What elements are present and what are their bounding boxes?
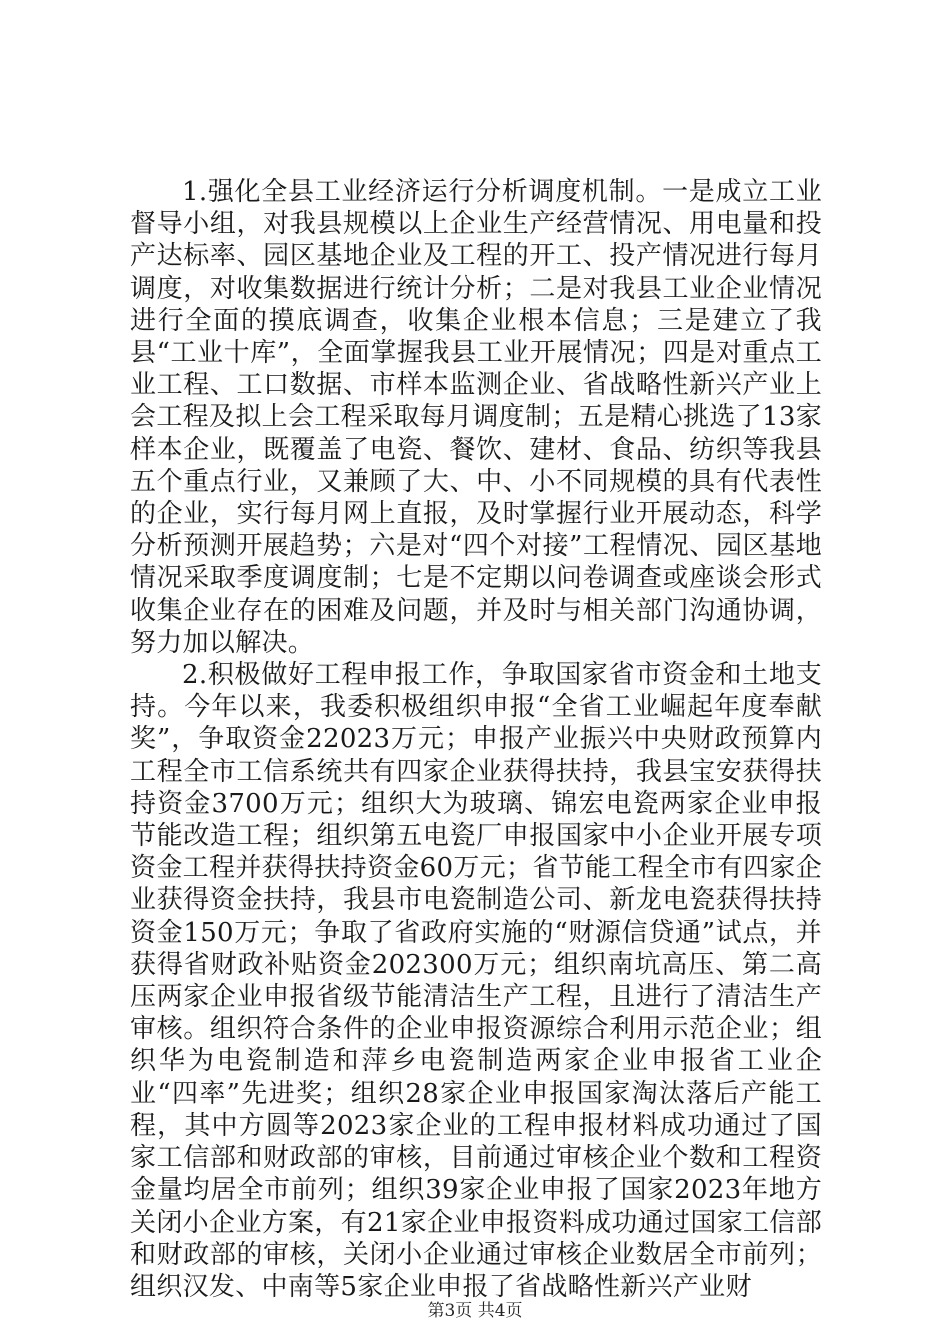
page-footer: 第3页 共4页 [427, 1301, 523, 1321]
paragraph-1: 1.强化全县工业经济运行分析调度机制。一是成立工业督导小组，对我县规模以上企业生产经营情况、用电量和投产达标率、园区基地企业及工程的开工、投产情况进行每月调度，对收集数据进行统计分析；二是对我县工业企业情况进行全面的摸底调查，收集企业根本信息；三是建立了我县“工业十库”，全面掌握我县工业开展情况；四是对重点工业工程、工口数据、市样本监测企业、省战略性新兴产业上会工程及拟上会工程采取每月调度制；五是精心挑选了13家样本企业，既覆盖了电瓷、餐饮、建材、食品、纺织等我县五个重点行业，又兼顾了大、中、小不同规模的具有代表性的企业，实行每月网上直报，及时掌握行业开展动态，科学分析预测开展趋势；六是对“四个对接”工程情况、园区基地情况采取季度调度制；七是不定期以问卷调查或座谈会形式收集企业存在的困难及问题，并及时与相关部门沟通协调，努力加以解决。 [130, 177, 822, 658]
document-body [130, 176, 822, 1303]
paragraph-2: 2.积极做好工程申报工作，争取国家省市资金和土地支持。今年以来，我委积极组织申报“全省工业崛起年度奉献奖”，争取资金22023万元；申报产业振兴中央财政预算内工程全市工信系统共有四家企业获得扶持，我县宝安获得扶持资金3700万元；组织大为玻璃、锦宏电瓷两家企业申报节能改造工程；组织第五电瓷厂申报国家中小企业开展专项资金工程并获得扶持资金60万元；省节能工程全市有四家企业获得资金扶持，我县市电瓷制造公司、新龙电瓷获得扶持资金150万元；争取了省政府实施的“财源信贷通”试点，并获得省财政补贴资金202300万元；组织南坑高压、第二高压两家企业申报省级节能清洁生产工程，且进行了清洁生产审核。组织符合条件的企业申报资源综合利用示范企业；组织华为电瓷制造和萍乡电瓷制造两家企业申报省工业企业“四率”先进奖；组织28家企业申报国家淘汰落后产能工程，其中方圆等2023家企业的工程申报材料成功通过了国家工信部和财政部的审核，目前通过审核企业个数和工程资金量均居全市前列；组织39家企业申报了国家2023年地方关闭小企业方案，有21家企业申报资料成功通过国家工信部和财政部的审核，关闭小企业通过审核企业数居全市前列；组织汉发、中南等5家企业申报了省战略性新兴产业财 [130, 660, 822, 1302]
